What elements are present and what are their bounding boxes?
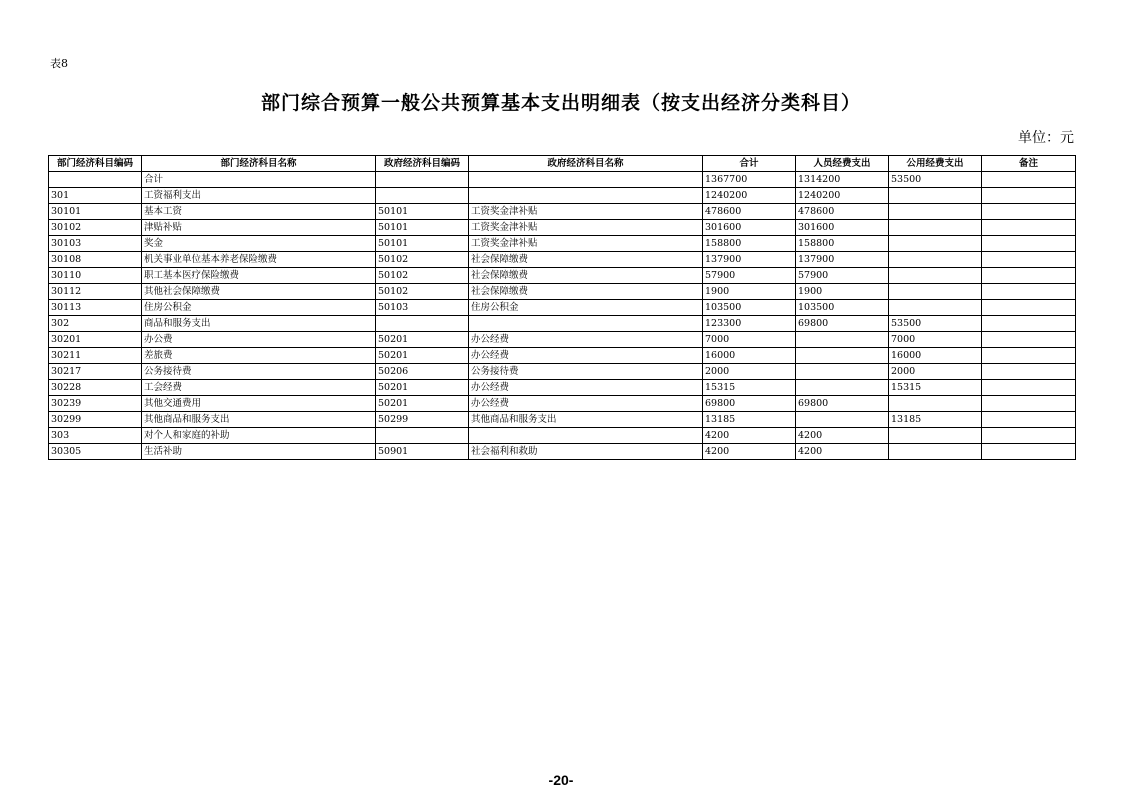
table-row [49,236,1076,252]
table-row [49,444,1076,460]
note-cell [982,396,1076,412]
gov-code-cell: 50201 [376,396,469,412]
dept-name-cell: 其他社会保障缴费 [142,284,376,300]
dept-name-cell: 工资福利支出 [142,188,376,204]
dept-code-cell: 30201 [49,332,142,348]
public-cell [889,204,982,220]
total-cell: 103500 [703,300,796,316]
gov-name-cell: 住房公积金 [469,300,703,316]
dept-name-cell: 其他商品和服务支出 [142,412,376,428]
dept-code-cell [49,172,142,188]
gov-code-cell: 50201 [376,332,469,348]
personnel-cell: 69800 [796,316,889,332]
gov-code-cell: 50102 [376,284,469,300]
personnel-cell: 4200 [796,444,889,460]
table-row [49,380,1076,396]
total-cell: 16000 [703,348,796,364]
gov-code-cell: 50101 [376,204,469,220]
table-row [49,428,1076,444]
gov-name-cell: 社会保障缴费 [469,268,703,284]
total-cell: 57900 [703,268,796,284]
total-cell: 123300 [703,316,796,332]
gov-name-cell: 办公经费 [469,380,703,396]
dept-code-cell: 30101 [49,204,142,220]
note-cell [982,300,1076,316]
gov-name-cell: 社会福利和救助 [469,444,703,460]
table-row [49,172,1076,188]
table-header-row [49,156,1076,172]
personnel-cell: 1900 [796,284,889,300]
public-cell [889,220,982,236]
dept-code-cell: 301 [49,188,142,204]
unit-label: 单位：元 [1018,130,1074,146]
header-personnel: 人员经费支出 [796,156,889,172]
gov-name-cell [469,188,703,204]
personnel-cell: 4200 [796,428,889,444]
personnel-cell [796,364,889,380]
table-row [49,332,1076,348]
note-cell [982,236,1076,252]
gov-code-cell: 50101 [376,236,469,252]
table-row [49,348,1076,364]
public-cell: 15315 [889,380,982,396]
public-cell: 13185 [889,412,982,428]
gov-code-cell: 50299 [376,412,469,428]
gov-code-cell: 50101 [376,220,469,236]
dept-name-cell: 公务接待费 [142,364,376,380]
note-cell [982,188,1076,204]
dept-name-cell: 津贴补贴 [142,220,376,236]
gov-name-cell: 工资奖金津补贴 [469,204,703,220]
gov-name-cell: 办公经费 [469,332,703,348]
gov-code-cell: 50201 [376,348,469,364]
note-cell [982,364,1076,380]
dept-code-cell: 302 [49,316,142,332]
dept-code-cell: 30110 [49,268,142,284]
dept-code-cell: 30305 [49,444,142,460]
dept-code-cell: 30228 [49,380,142,396]
table-row [49,364,1076,380]
header-gov-name: 政府经济科目名称 [469,156,703,172]
total-cell: 1367700 [703,172,796,188]
note-cell [982,348,1076,364]
gov-code-cell: 50103 [376,300,469,316]
personnel-cell: 57900 [796,268,889,284]
table-row [49,316,1076,332]
public-cell: 2000 [889,364,982,380]
public-cell [889,284,982,300]
table-row [49,396,1076,412]
personnel-cell [796,412,889,428]
dept-code-cell: 30102 [49,220,142,236]
header-gov-code: 政府经济科目编码 [376,156,469,172]
dept-name-cell: 工会经费 [142,380,376,396]
table-row [49,204,1076,220]
dept-code-cell: 30108 [49,252,142,268]
gov-name-cell: 工资奖金津补贴 [469,236,703,252]
personnel-cell [796,380,889,396]
gov-name-cell: 办公经费 [469,396,703,412]
personnel-cell: 103500 [796,300,889,316]
total-cell: 4200 [703,428,796,444]
total-cell: 7000 [703,332,796,348]
dept-code-cell: 30113 [49,300,142,316]
budget-table [48,155,1076,460]
table-row [49,284,1076,300]
dept-name-cell: 办公费 [142,332,376,348]
table-row [49,220,1076,236]
dept-code-cell: 30239 [49,396,142,412]
public-cell [889,236,982,252]
total-cell: 15315 [703,380,796,396]
gov-code-cell: 50206 [376,364,469,380]
gov-name-cell [469,172,703,188]
personnel-cell: 478600 [796,204,889,220]
total-cell: 1240200 [703,188,796,204]
public-cell [889,252,982,268]
personnel-cell: 158800 [796,236,889,252]
total-cell: 69800 [703,396,796,412]
note-cell [982,268,1076,284]
public-cell [889,428,982,444]
table-body [49,172,1076,460]
total-cell: 158800 [703,236,796,252]
personnel-cell: 301600 [796,220,889,236]
page-title: 部门综合预算一般公共预算基本支出明细表（按支出经济分类科目） [260,92,861,114]
public-cell [889,300,982,316]
gov-name-cell: 公务接待费 [469,364,703,380]
dept-name-cell: 生活补助 [142,444,376,460]
public-cell: 53500 [889,316,982,332]
gov-code-cell [376,172,469,188]
table-row [49,412,1076,428]
personnel-cell: 1240200 [796,188,889,204]
dept-name-cell: 对个人和家庭的补助 [142,428,376,444]
public-cell [889,396,982,412]
dept-name-cell: 奖金 [142,236,376,252]
gov-name-cell: 社会保障缴费 [469,284,703,300]
public-cell [889,444,982,460]
table-row [49,268,1076,284]
gov-code-cell [376,428,469,444]
total-cell: 4200 [703,444,796,460]
note-cell [982,412,1076,428]
dept-code-cell: 30217 [49,364,142,380]
table-row [49,188,1076,204]
note-cell [982,332,1076,348]
gov-code-cell [376,316,469,332]
gov-name-cell [469,316,703,332]
personnel-cell: 137900 [796,252,889,268]
table-row [49,300,1076,316]
dept-name-cell: 商品和服务支出 [142,316,376,332]
gov-code-cell: 50201 [376,380,469,396]
total-cell: 2000 [703,364,796,380]
note-cell [982,444,1076,460]
dept-code-cell: 30211 [49,348,142,364]
total-cell: 478600 [703,204,796,220]
dept-code-cell: 30112 [49,284,142,300]
gov-code-cell: 50102 [376,252,469,268]
dept-name-cell: 基本工资 [142,204,376,220]
public-cell: 53500 [889,172,982,188]
gov-name-cell [469,428,703,444]
header-dept-name: 部门经济科目名称 [142,156,376,172]
gov-name-cell: 工资奖金津补贴 [469,220,703,236]
gov-code-cell [376,188,469,204]
public-cell: 16000 [889,348,982,364]
gov-code-cell: 50102 [376,268,469,284]
header-total: 合计 [703,156,796,172]
dept-code-cell: 30299 [49,412,142,428]
dept-code-cell: 30103 [49,236,142,252]
public-cell [889,188,982,204]
gov-name-cell: 社会保障缴费 [469,252,703,268]
gov-name-cell: 其他商品和服务支出 [469,412,703,428]
personnel-cell: 1314200 [796,172,889,188]
note-cell [982,428,1076,444]
personnel-cell: 69800 [796,396,889,412]
header-public: 公用经费支出 [889,156,982,172]
public-cell: 7000 [889,332,982,348]
dept-name-cell: 其他交通费用 [142,396,376,412]
dept-name-cell: 合计 [142,172,376,188]
note-cell [982,204,1076,220]
personnel-cell [796,348,889,364]
table-row [49,252,1076,268]
header-dept-code: 部门经济科目编码 [49,156,142,172]
dept-name-cell: 机关事业单位基本养老保险缴费 [142,252,376,268]
note-cell [982,172,1076,188]
dept-name-cell: 差旅费 [142,348,376,364]
header-note: 备注 [982,156,1076,172]
table-label: 表8 [50,57,68,70]
note-cell [982,252,1076,268]
public-cell [889,268,982,284]
gov-name-cell: 办公经费 [469,348,703,364]
dept-name-cell: 职工基本医疗保险缴费 [142,268,376,284]
note-cell [982,380,1076,396]
total-cell: 301600 [703,220,796,236]
total-cell: 137900 [703,252,796,268]
page-number: -20- [548,772,574,788]
note-cell [982,284,1076,300]
total-cell: 13185 [703,412,796,428]
total-cell: 1900 [703,284,796,300]
note-cell [982,220,1076,236]
personnel-cell [796,332,889,348]
dept-code-cell: 303 [49,428,142,444]
dept-name-cell: 住房公积金 [142,300,376,316]
note-cell [982,316,1076,332]
gov-code-cell: 50901 [376,444,469,460]
